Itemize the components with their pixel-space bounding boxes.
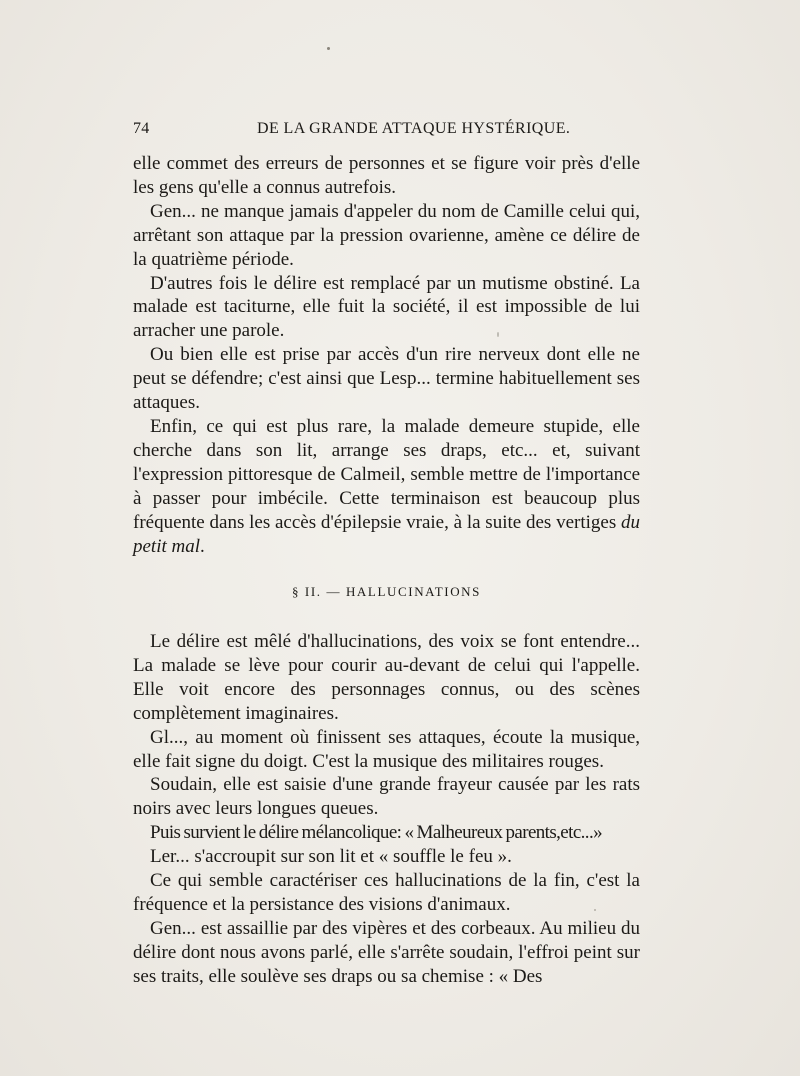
paragraph-musique: Gl..., au moment où finissent ses attaques, écoute la musique, elle fait signe du doigt. C'est la musique des militaires rouges.	[133, 726, 640, 772]
paragraph-stupeur-text: Enfin, ce qui est plus rare, la malade demeure stupide, elle cherche dans son lit, arrange ses draps, etc... et, suivant l'expression pittoresque de Calmeil, semble mettre de l'importance à passer pour imbécile. Cette terminaison est beaucoup plus fréquente dans les accès d'épilepsie vraie, à la suite des vertiges	[133, 415, 640, 533]
section-heading: § II. — HALLUCINATIONS	[291, 584, 482, 599]
paragraph-voix: Le délire est mêlé d'hallucinations, des voix se font entendre... La malade se lève pour courir au-devant de celui qui l'appelle. Elle voit encore des personnages connus, ou des scènes complètement imaginaires.	[133, 631, 640, 724]
paragraph-melancolique: Puis survient le délire mélancolique: « Malheureux parents,etc...»	[150, 822, 603, 844]
paragraph-stupeur-end: .	[200, 535, 205, 557]
body-text-after-section	[133, 630, 640, 989]
paragraph-feu: Ler... s'accroupit sur son lit et « souffle le feu ».	[150, 846, 512, 868]
paragraph-animaux: Ce qui semble caractériser ces hallucinations de la fin, c'est la fréquence et la persistance des visions d'animaux.	[133, 870, 640, 915]
paragraph-continuation: elle commet des erreurs de personnes et se figure voir près d'elle les gens qu'elle a connus autrefois.	[133, 153, 640, 198]
page-number: 74	[133, 120, 150, 137]
page-header	[133, 120, 640, 142]
italic-phrase: du petit mal	[133, 511, 640, 557]
paragraph-stupeur	[133, 415, 640, 558]
paragraph-rire-nerveux: Ou bien elle est prise par accès d'un rire nerveux dont elle ne peut se défendre; c'est ainsi que Lesp... termine habituellement ses attaques.	[133, 344, 640, 414]
running-title: DE LA GRANDE ATTAQUE HYSTÉRIQUE.	[257, 120, 571, 137]
paragraph-mutisme: D'autres fois le délire est remplacé par un mutisme obstiné. La malade est taciturne, elle fuit la société, il est impossible de lui arracher une parole.	[133, 272, 640, 342]
paragraph-rats: Soudain, elle est saisie d'une grande frayeur causée par les rats noirs avec leurs longues queues.	[133, 774, 640, 820]
paragraph-viperes: Gen... est assaillie par des vipères et des corbeaux. Au milieu du délire dont nous avons parlé, elle s'arrête soudain, l'effroi peint sur ses traits, elle soulève ses draps ou sa chemise : « Des	[133, 917, 640, 987]
paragraph-camille: Gen... ne manque jamais d'appeler du nom de Camille celui qui, arrêtant son attaque par la pression ovarienne, amène ce délire de la quatrième période.	[133, 200, 640, 270]
paper-speck	[327, 47, 330, 50]
body-text-before-section	[133, 152, 640, 558]
